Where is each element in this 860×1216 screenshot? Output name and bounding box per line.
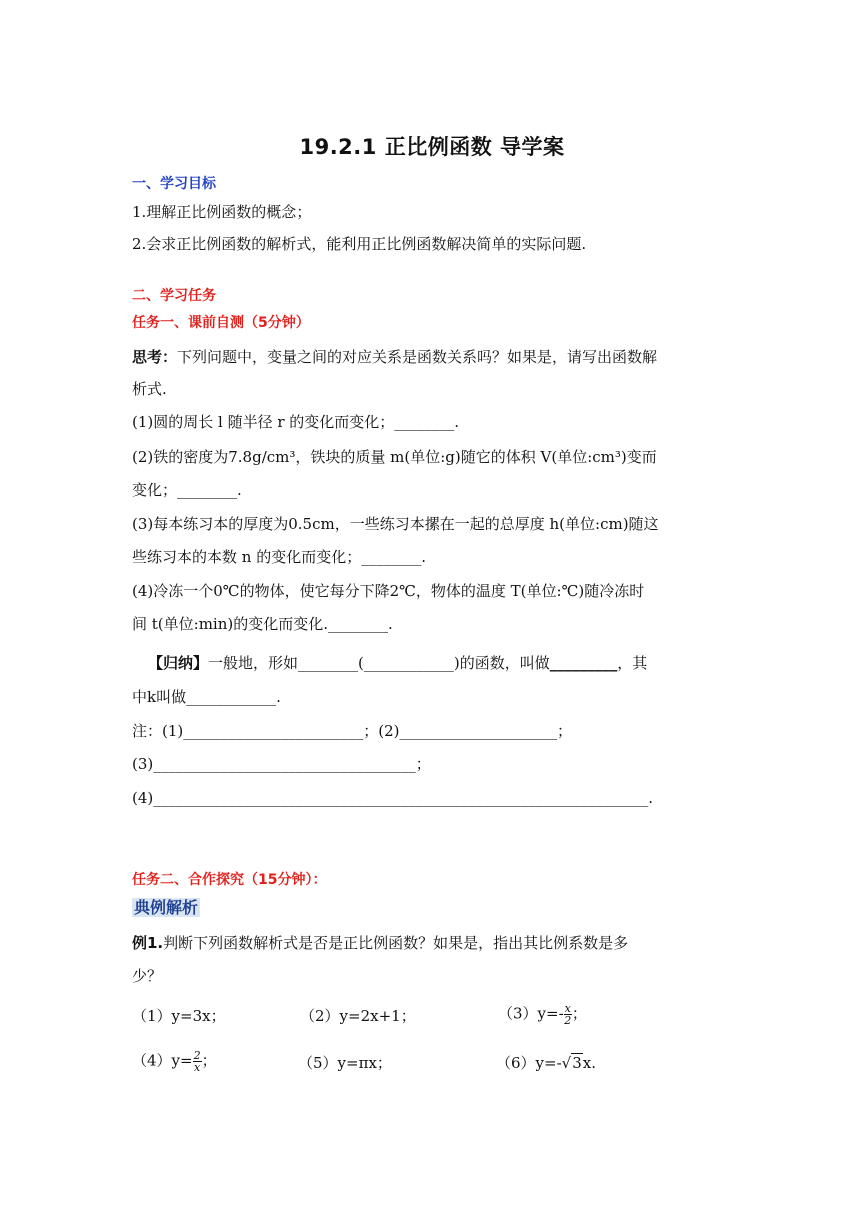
example1-line-1	[132, 933, 628, 953]
option-6	[496, 1053, 596, 1073]
question-3-line-2: 些练习本的本数 n 的变化而变化；________.	[132, 548, 426, 566]
goal-1: 1.理解正比例函数的概念；	[132, 203, 312, 221]
summary-blank: _________	[549, 654, 618, 672]
option-6-prefix: （6）y=-	[496, 1054, 562, 1072]
think-label: 思考：	[132, 348, 178, 366]
think-line-2: 析式.	[132, 380, 167, 398]
option-3-fraction	[564, 1003, 572, 1026]
task1-heading: 任务一、课前自测（5分钟）	[132, 315, 310, 331]
note-line-1: 注：(1)________________________；(2)_____________________；	[132, 722, 572, 740]
summary-line-1	[148, 653, 647, 673]
goal-2: 2.会求正比例函数的解析式，能利用正比例函数解决简单的实际问题.	[132, 235, 587, 253]
document-title: 19.2.1 正比例函数 导学案	[299, 135, 565, 159]
option-2: （2）y=2x+1；	[300, 1007, 416, 1025]
option-6-radicand: 3	[572, 1054, 582, 1072]
think-text-1: 下列问题中，变量之间的对应关系是函数关系吗？如果是，请写出函数解	[177, 348, 658, 366]
option-1: （1）y=3x；	[132, 1007, 226, 1025]
question-2-line-1: (2)铁的密度为7.8g/cm³，铁块的质量 m(单位:g)随它的体积 V(单位:cm³)变而	[132, 448, 657, 466]
section1-heading: 一、学习目标	[132, 176, 216, 192]
option-4-suffix: ；	[201, 1051, 217, 1070]
think-line-1	[132, 347, 657, 367]
example-heading: 典例解析	[134, 898, 199, 917]
option-4-prefix: （4）y=	[132, 1051, 193, 1070]
option-3-denominator: 2	[564, 1014, 572, 1027]
question-4-line-1: (4)冷冻一个0℃的物体，使它每分下降2℃，物体的温度 T(单位:℃)随冷冻时	[132, 582, 645, 600]
option-5: （5）y=πx；	[298, 1054, 392, 1072]
question-1: (1)圆的周长 l 随半径 r 的变化而变化；________.	[132, 413, 460, 431]
example1-label: 例1.	[132, 934, 164, 952]
example1-line-2: 少？	[132, 967, 163, 985]
option-3-numerator: x	[564, 1002, 571, 1015]
summary-text-2: ，其	[617, 654, 648, 672]
option-6-suffix: x.	[582, 1054, 596, 1072]
option-3-suffix: ；	[571, 1004, 587, 1023]
sqrt-symbol-icon: √	[561, 1054, 572, 1072]
option-4-numerator: 2	[193, 1049, 201, 1062]
task2-heading: 任务二、合作探究（15分钟）：	[132, 872, 327, 888]
summary-label: 【归纳】	[148, 654, 209, 672]
option-3-prefix: （3）y=-	[498, 1004, 564, 1023]
note-line-3: (3)___________________________________；	[132, 755, 431, 773]
option-6-sqrt	[562, 1053, 583, 1073]
summary-text-1: 一般地，形如________(____________)的函数，叫做	[208, 654, 550, 672]
question-3-line-1: (3)每本练习本的厚度为0.5cm，一些练习本摞在一起的总厚度 h(单位:cm)随这	[132, 515, 659, 533]
question-4-line-2: 间 t(单位:min)的变化而变化.________.	[132, 615, 393, 633]
section2-heading: 二、学习任务	[132, 288, 216, 304]
option-4-denominator: x	[193, 1061, 201, 1074]
question-2-line-2: 变化；________.	[132, 481, 242, 499]
note-line-4: (4)__________________________________________________________________.	[132, 789, 654, 807]
option-3	[498, 1003, 587, 1026]
example-heading-row	[132, 898, 200, 918]
option-4	[132, 1050, 217, 1073]
example1-text-1: 判断下列函数解析式是否是正比例函数？如果是，指出其比例系数是多	[163, 934, 629, 952]
option-4-fraction	[193, 1050, 202, 1073]
summary-line-2: 中k叫做____________.	[132, 688, 281, 706]
